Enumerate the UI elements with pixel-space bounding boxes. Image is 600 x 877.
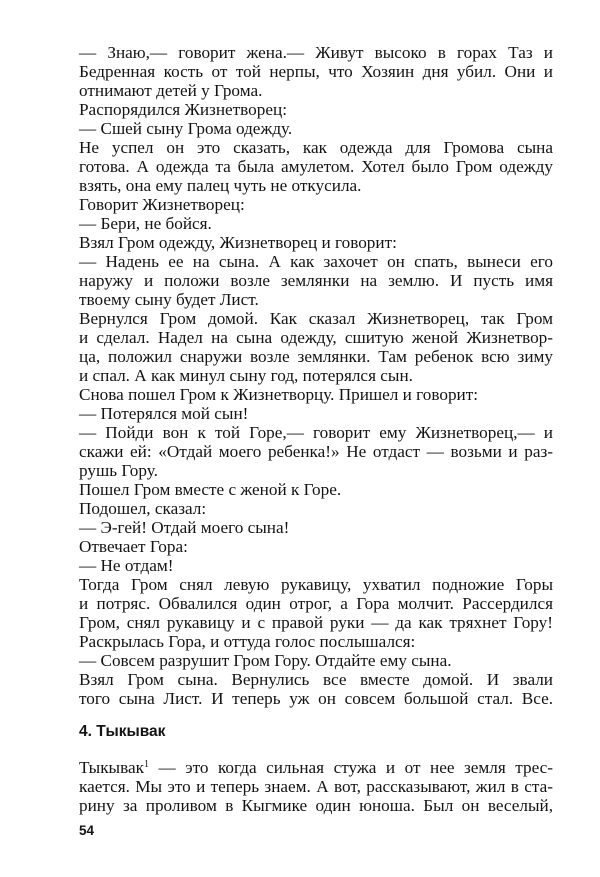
text-line: — Надень ее на сына. А как захочет он спать, вынеси его — [79, 252, 553, 271]
section-first-rest: — это когда сильная стужа и от нее земля трес- — [148, 758, 553, 777]
text-line: — Потерялся мой сын! — [79, 404, 249, 423]
text-line: Взял Гром сына. Вернулись все вместе домой. И звали — [79, 670, 553, 689]
text-line: Подошел, сказал: — [79, 499, 207, 518]
text-line: Пошел Гром вместе с женой к Горе. — [79, 480, 342, 499]
text-line: Гром, снял рукавицу и с правой руки — да как тряхнет Гору! — [79, 613, 553, 632]
text-line: и потряс. Обвалился один отрог, а Гора молчит. Рассердился — [79, 594, 553, 613]
footnote-mark: 1 — [143, 759, 149, 770]
page-number: 54 — [79, 823, 95, 838]
text-line: Вернулся Гром домой. Как сказал Жизнетворец, так Гром — [79, 309, 553, 328]
section-word: Тыкывак — [79, 758, 144, 777]
text-line: рину за проливом в Кыгмике один юноша. Был он веселый, — [79, 796, 553, 815]
text-line: твоему сыну будет Лист. — [79, 290, 259, 309]
text-line: кается. Мы это и теперь знаем. А вот, рассказывают, жил в ста- — [79, 777, 553, 796]
text-line: — Сшей сыну Грома одежду. — [79, 119, 293, 138]
section-heading: 4. Тыкывак — [79, 723, 166, 740]
text-line: Тогда Гром снял левую рукавицу, ухватил подножие Горы — [79, 575, 553, 594]
text-line: взять, она ему палец чуть не откусила. — [79, 176, 362, 195]
text-line: готова. А одежда та была амулетом. Хотел было Гром одежду — [79, 157, 553, 176]
text-line: ца, положил снаружи возле землянки. Там ребенок всю зиму — [79, 347, 553, 366]
text-line: Отвечает Гора: — [79, 537, 188, 556]
text-line: и спал. А как минул сыну год, потерялся сын. — [79, 366, 413, 385]
text-line: Снова пошел Гром к Жизнетворцу. Пришел и говорит: — [79, 385, 479, 404]
text-line: наружу и положи возле землянки на землю. И пусть имя — [79, 271, 553, 290]
text-line: — Не отдам! — [79, 556, 174, 575]
text-line: рушь Гору. — [79, 461, 158, 480]
text-line: того сына Лист. И теперь уж он совсем большой стал. Все. — [79, 689, 553, 708]
text-line: Взял Гром одежду, Жизнетворец и говорит: — [79, 233, 397, 252]
text-line: Распорядился Жизнетворец: — [79, 100, 287, 119]
text-line: и сделал. Надел на сына одежду, сшитую женой Жизнетвор- — [79, 328, 553, 347]
section-first-line — [79, 758, 553, 777]
text-line: Раскрылась Гора, и оттуда голос послышался: — [79, 632, 416, 651]
text-line: — Пойди вон к той Горе,— говорит ему Жизнетворец,— и — [79, 423, 553, 442]
text-line: Не успел он это сказать, как одежда для Громова сына — [79, 138, 553, 157]
text-line: Бедренная кость от той нерпы, что Хозяин дня убил. Они и — [79, 62, 553, 81]
text-line: — Совсем разрушит Гром Гору. Отдайте ему сына. — [79, 651, 452, 670]
text-line: — Знаю,— говорит жена.— Живут высоко в горах Таз и — [79, 43, 553, 62]
text-line: Говорит Жизнетворец: — [79, 195, 245, 214]
text-line: — Э-гей! Отдай моего сына! — [79, 518, 290, 537]
text-line: отнимают детей у Грома. — [79, 81, 263, 100]
text-line: скажи ей: «Отдай моего ребенка!» Не отдаст — возьми и раз- — [79, 442, 553, 461]
text-line: — Бери, не бойся. — [79, 214, 212, 233]
